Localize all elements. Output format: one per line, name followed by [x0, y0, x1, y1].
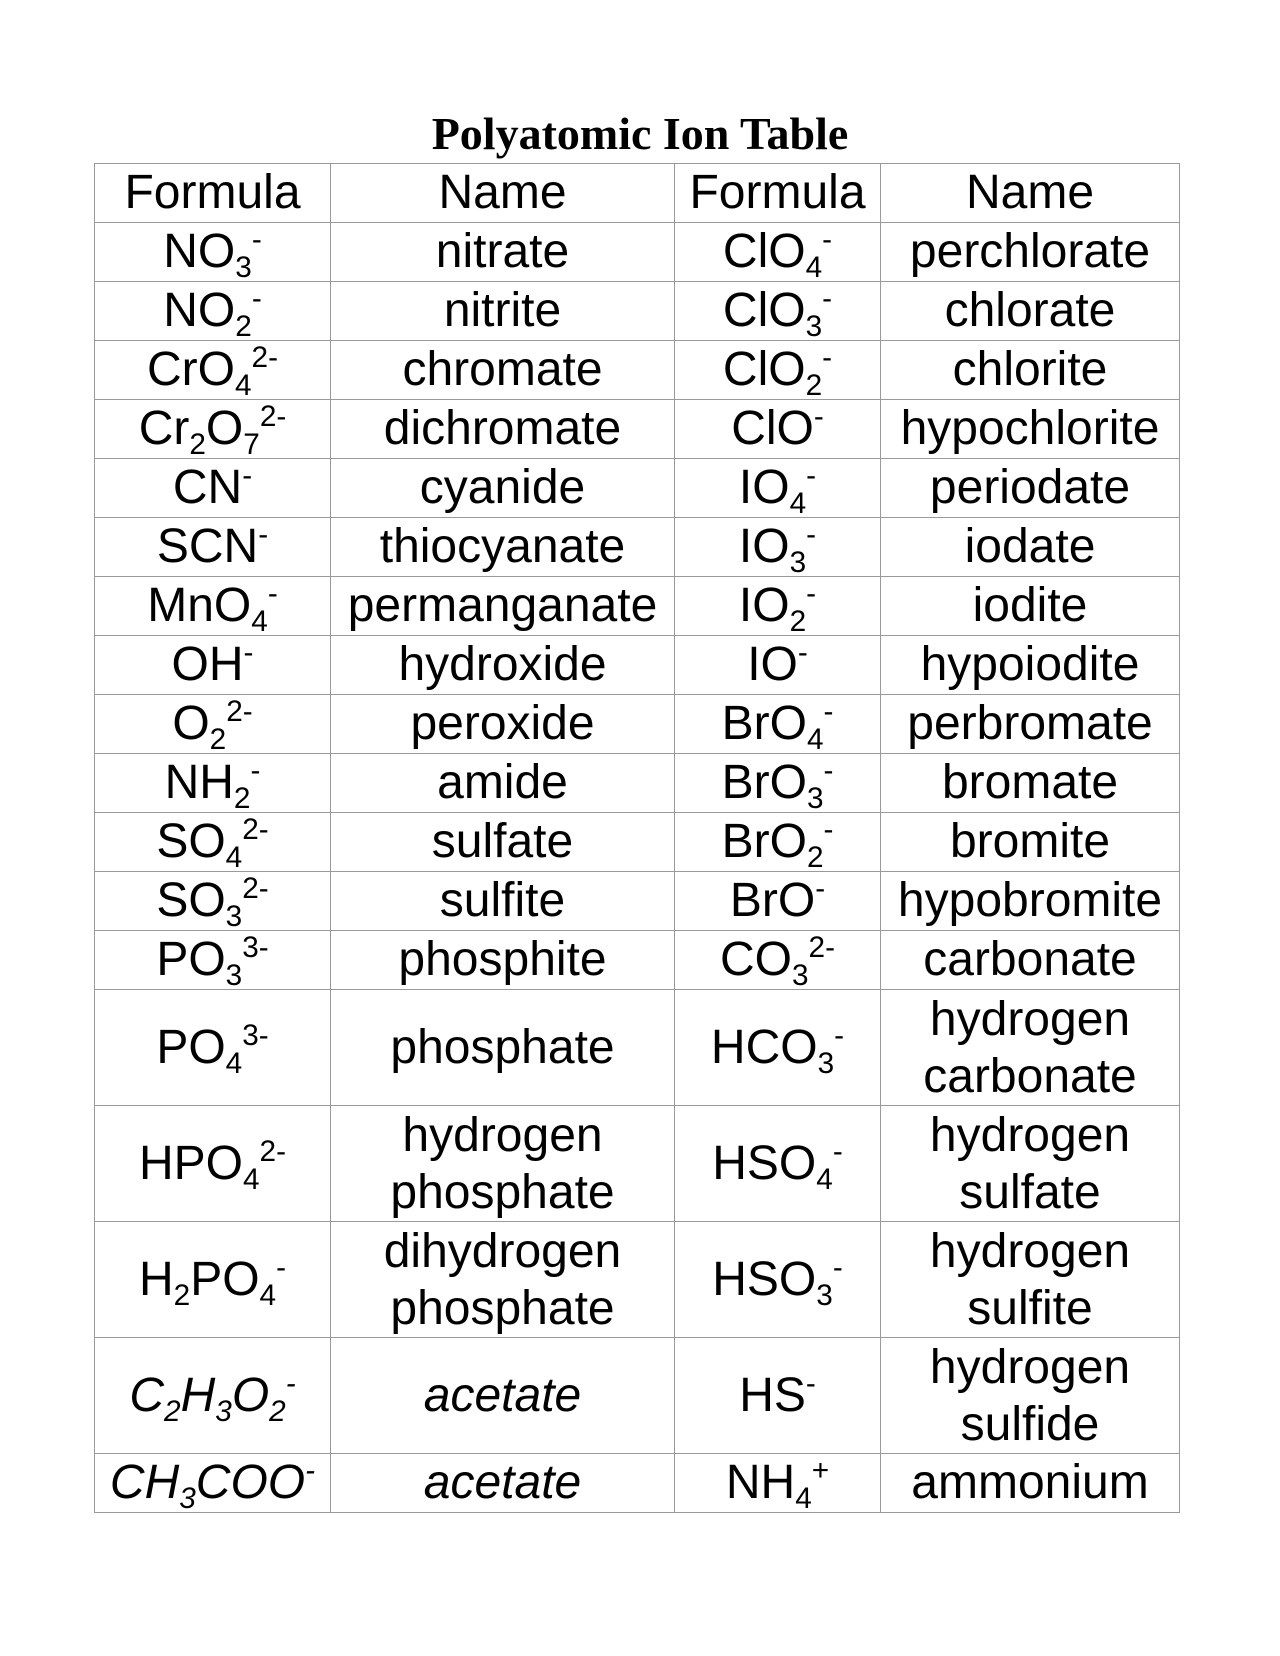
name-cell	[881, 1454, 1180, 1513]
formula-text: HS	[739, 1369, 806, 1422]
formula-charge: +	[811, 1453, 830, 1487]
formula-cell	[675, 400, 881, 459]
formula-text: MnO	[147, 579, 252, 632]
name-cell	[881, 872, 1180, 931]
formula-text: ClO	[731, 402, 814, 455]
ion-name: bromate	[941, 756, 1119, 809]
ion-name: sulfate	[959, 1165, 1101, 1219]
ion-name: perbromate	[907, 697, 1153, 750]
ion-formula	[156, 871, 269, 931]
formula-text: SO	[156, 815, 226, 868]
formula-charge: -	[806, 576, 817, 610]
formula-charge: 2-	[808, 930, 835, 964]
ion-name: thiocyanate	[379, 520, 626, 573]
ion-formula	[722, 222, 833, 282]
formula-charge: -	[797, 635, 808, 669]
ion-formula	[156, 930, 269, 990]
ion-name: amide	[437, 756, 568, 809]
formula-cell	[675, 990, 881, 1106]
name-cell	[881, 223, 1180, 282]
formula-charge: -	[823, 694, 834, 728]
formula-subscript: 2	[164, 1394, 181, 1428]
formula-subscript: 2	[806, 840, 824, 872]
ion-name: periodate	[929, 461, 1131, 514]
formula-subscript: 3	[235, 250, 252, 282]
polyatomic-ion-table	[94, 163, 1180, 1513]
formula-cell	[95, 931, 331, 990]
ion-formula	[164, 753, 261, 813]
formula-subscript: 4	[795, 1481, 812, 1513]
table-row	[95, 754, 1180, 813]
table-row	[95, 813, 1180, 872]
formula-cell	[675, 931, 881, 990]
ion-formula	[720, 930, 835, 990]
formula-charge: -	[815, 871, 826, 905]
formula-charge: -	[250, 753, 261, 787]
formula-text: NO	[163, 225, 236, 278]
formula-text: NH	[164, 756, 234, 809]
ion-formula	[747, 635, 808, 691]
formula-cell	[95, 518, 331, 577]
header-formula-left: Formula	[95, 164, 331, 223]
ion-formula	[722, 281, 833, 341]
formula-charge: 3-	[242, 930, 269, 964]
formula-cell	[675, 636, 881, 695]
formula-charge: -	[823, 812, 834, 846]
name-cell	[881, 1106, 1180, 1222]
formula-cell	[675, 518, 881, 577]
formula-charge: -	[822, 281, 833, 315]
formula-charge: -	[243, 635, 254, 669]
formula-subscript: 4	[243, 1162, 260, 1196]
formula-text: SCN	[156, 520, 259, 573]
formula-subscript: 3	[805, 309, 823, 341]
formula-text: NO	[163, 284, 236, 337]
ion-name: hypobromite	[897, 874, 1163, 927]
ion-formula	[156, 812, 269, 872]
ion-name: perchlorate	[909, 225, 1151, 278]
formula-cell	[95, 1106, 331, 1222]
formula-charge: -	[806, 517, 817, 551]
name-cell	[881, 931, 1180, 990]
formula-charge: -	[251, 281, 262, 315]
formula-cell	[95, 341, 331, 400]
formula-text: H	[138, 1253, 174, 1306]
ion-name: chlorite	[952, 343, 1108, 396]
formula-subscript: 3	[816, 1278, 833, 1312]
name-cell	[881, 282, 1180, 341]
name-cell	[331, 813, 675, 872]
ion-name: hypoiodite	[920, 638, 1140, 691]
formula-charge: 3-	[242, 1018, 269, 1052]
formula-cell	[675, 577, 881, 636]
formula-cell	[675, 695, 881, 754]
ion-name: sulfate	[431, 815, 574, 868]
formula-charge: 2-	[259, 1134, 286, 1168]
formula-text: IO	[738, 520, 790, 573]
formula-cell	[95, 1222, 331, 1338]
name-cell	[881, 695, 1180, 754]
name-cell	[331, 459, 675, 518]
formula-cell	[95, 459, 331, 518]
formula-text: SO	[156, 874, 226, 927]
formula-text: COO	[195, 1456, 306, 1509]
formula-cell	[675, 1338, 881, 1454]
ion-name: sulfide	[960, 1397, 1100, 1451]
formula-charge: -	[285, 1366, 296, 1400]
table-row	[95, 400, 1180, 459]
formula-charge: -	[822, 340, 833, 374]
name-cell	[331, 931, 675, 990]
ion-name: phosphate	[390, 1021, 615, 1074]
header-row	[95, 164, 1180, 223]
formula-cell	[675, 1222, 881, 1338]
ion-formula	[138, 1134, 286, 1196]
formula-subscript: 7	[243, 427, 260, 459]
ion-name: peroxide	[410, 697, 595, 750]
ion-name: hydrogen	[402, 1108, 603, 1162]
formula-charge: -	[267, 576, 278, 610]
name-cell	[331, 400, 675, 459]
formula-text: BrO	[721, 756, 807, 809]
formula-charge: -	[805, 1366, 816, 1400]
formula-cell	[675, 341, 881, 400]
ion-formula	[739, 1367, 816, 1424]
formula-cell	[675, 459, 881, 518]
formula-subscript: 4	[259, 1278, 277, 1312]
page-title: Polyatomic Ion Table	[431, 108, 849, 159]
formula-cell	[95, 1454, 331, 1513]
formula-subscript: 2	[269, 1394, 286, 1428]
formula-charge: 2-	[259, 399, 287, 433]
ion-formula	[156, 517, 269, 573]
ion-formula	[738, 517, 817, 577]
name-cell	[331, 990, 675, 1106]
formula-text: ClO	[722, 343, 806, 396]
ion-formula	[725, 1453, 830, 1513]
formula-cell	[95, 1338, 331, 1454]
ion-name: hydroxide	[398, 638, 607, 691]
formula-cell	[95, 636, 331, 695]
name-cell	[331, 695, 675, 754]
table-row	[95, 223, 1180, 282]
ion-formula	[172, 694, 253, 754]
ion-name: phosphate	[390, 1165, 615, 1219]
name-cell	[331, 1222, 675, 1338]
ion-name: bromite	[949, 815, 1111, 868]
formula-text: Cr	[138, 402, 190, 455]
formula-cell	[95, 577, 331, 636]
formula-cell	[95, 223, 331, 282]
formula-text: BrO	[729, 874, 816, 927]
name-cell	[331, 1454, 675, 1513]
ion-name: acetate	[423, 1369, 582, 1422]
name-cell	[331, 341, 675, 400]
ion-formula	[147, 340, 278, 400]
formula-charge: -	[834, 1018, 845, 1052]
formula-cell	[675, 754, 881, 813]
ion-name: nitrate	[435, 225, 570, 278]
ion-formula	[738, 458, 817, 518]
header-formula-right: Formula	[675, 164, 881, 223]
formula-text: O	[205, 402, 244, 455]
ion-name: hydrogen	[929, 992, 1131, 1046]
formula-cell	[95, 872, 331, 931]
ion-name: chlorate	[944, 284, 1116, 337]
name-cell	[331, 872, 675, 931]
name-cell	[881, 518, 1180, 577]
formula-subscript: 3	[225, 899, 243, 931]
ion-formula	[731, 399, 824, 455]
formula-text: PO	[156, 1021, 226, 1074]
formula-text: NH	[725, 1456, 796, 1509]
formula-cell	[95, 695, 331, 754]
formula-subscript: 3	[789, 545, 807, 577]
ion-formula	[722, 340, 833, 400]
ion-name: chromate	[402, 343, 603, 396]
ion-name: iodate	[964, 520, 1096, 573]
formula-charge: -	[806, 458, 817, 492]
table-row	[95, 577, 1180, 636]
formula-cell	[95, 754, 331, 813]
table-row	[95, 282, 1180, 341]
ion-formula	[171, 635, 254, 691]
ion-name: sulfite	[967, 1281, 1093, 1335]
ion-formula	[721, 812, 834, 872]
ion-name: sulfite	[439, 874, 566, 927]
formula-text: H	[180, 1369, 216, 1422]
formula-text: ClO	[722, 225, 806, 278]
table-row	[95, 1222, 1180, 1338]
table-row	[95, 1454, 1180, 1513]
ion-formula	[163, 222, 262, 282]
ion-name: hydrogen	[929, 1224, 1131, 1278]
ion-formula	[738, 576, 817, 636]
formula-charge: -	[813, 399, 824, 433]
ion-name: acetate	[423, 1456, 582, 1509]
formula-text: PO	[156, 933, 226, 986]
formula-subscript: 4	[789, 486, 807, 518]
formula-subscript: 3	[225, 958, 243, 990]
formula-text: HCO	[710, 1021, 818, 1074]
table-row	[95, 636, 1180, 695]
formula-subscript: 2	[209, 722, 227, 754]
header-name-left: Name	[331, 164, 675, 223]
formula-cell	[675, 872, 881, 931]
formula-subscript: 2	[173, 1278, 191, 1312]
table-row	[95, 518, 1180, 577]
formula-text: O	[231, 1369, 270, 1422]
formula-subscript: 2	[789, 604, 807, 636]
formula-text: BrO	[721, 697, 807, 750]
name-cell	[331, 518, 675, 577]
formula-text: CO	[720, 933, 792, 986]
formula-cell	[675, 813, 881, 872]
name-cell	[881, 754, 1180, 813]
formula-text: O	[172, 697, 210, 750]
name-cell	[331, 282, 675, 341]
formula-text: HSO	[712, 1253, 817, 1306]
formula-charge: -	[242, 458, 253, 492]
table-row	[95, 931, 1180, 990]
formula-charge: -	[251, 222, 262, 256]
formula-charge: 2-	[251, 340, 278, 374]
table-row	[95, 872, 1180, 931]
formula-cell	[675, 282, 881, 341]
formula-subscript: 4	[816, 1162, 833, 1196]
formula-cell	[95, 400, 331, 459]
name-cell	[331, 636, 675, 695]
formula-text: CrO	[147, 343, 235, 396]
formula-subscript: 4	[234, 368, 252, 400]
formula-subscript: 2	[233, 781, 251, 813]
formula-text: C	[129, 1369, 165, 1422]
formula-subscript: 4	[251, 604, 268, 636]
ion-formula	[710, 1018, 845, 1080]
formula-charge: -	[258, 517, 269, 551]
ion-formula	[163, 281, 262, 341]
name-cell	[881, 813, 1180, 872]
formula-text: PO	[190, 1253, 260, 1306]
formula-subscript: 4	[225, 840, 243, 872]
formula-cell	[95, 990, 331, 1106]
table-row	[95, 459, 1180, 518]
formula-text: HSO	[712, 1137, 817, 1190]
ion-formula	[729, 871, 826, 927]
header-name-right: Name	[881, 164, 1180, 223]
formula-text: BrO	[721, 815, 807, 868]
ion-name: carbonate	[923, 933, 1137, 986]
formula-text: OH	[171, 638, 244, 691]
formula-text: CH	[109, 1456, 180, 1509]
ion-rows	[95, 223, 1180, 1513]
formula-subscript: 4	[806, 722, 824, 754]
formula-charge: 2-	[242, 871, 269, 905]
formula-charge: -	[823, 753, 834, 787]
name-cell	[331, 1106, 675, 1222]
ion-formula	[138, 1250, 287, 1312]
formula-subscript: 2	[235, 309, 252, 341]
formula-subscript: 3	[792, 958, 809, 990]
name-cell	[881, 459, 1180, 518]
formula-cell	[95, 813, 331, 872]
ion-name: nitrite	[443, 284, 562, 337]
name-cell	[881, 1222, 1180, 1338]
ion-name: phosphate	[390, 1281, 615, 1335]
formula-charge: 2-	[242, 812, 269, 846]
formula-cell	[675, 223, 881, 282]
ion-name: permanganate	[347, 579, 658, 632]
name-cell	[331, 754, 675, 813]
formula-subscript: 2	[189, 427, 206, 459]
formula-subscript: 3	[215, 1394, 232, 1428]
table-row	[95, 341, 1180, 400]
name-cell	[881, 1338, 1180, 1454]
name-cell	[331, 223, 675, 282]
ion-formula	[172, 458, 253, 514]
formula-subscript: 3	[817, 1046, 835, 1080]
formula-text: IO	[738, 579, 790, 632]
formula-charge: -	[305, 1453, 316, 1487]
formula-charge: -	[832, 1134, 843, 1168]
ion-formula	[721, 694, 834, 754]
table-row	[95, 990, 1180, 1106]
ion-formula	[138, 399, 287, 459]
name-cell	[881, 400, 1180, 459]
formula-text: HPO	[138, 1137, 243, 1190]
ion-name: iodite	[972, 579, 1088, 632]
ion-name: phosphite	[398, 933, 607, 986]
formula-subscript: 4	[225, 1046, 243, 1080]
formula-charge: -	[832, 1250, 843, 1284]
name-cell	[881, 636, 1180, 695]
formula-cell	[675, 1454, 881, 1513]
name-cell	[881, 990, 1180, 1106]
ion-formula	[712, 1134, 843, 1196]
formula-cell	[95, 282, 331, 341]
formula-subscript: 3	[806, 781, 824, 813]
ion-name: ammonium	[911, 1456, 1149, 1509]
formula-text: IO	[738, 461, 790, 514]
name-cell	[881, 577, 1180, 636]
name-cell	[331, 1338, 675, 1454]
ion-name: hydrogen	[929, 1108, 1131, 1162]
table-row	[95, 1338, 1180, 1454]
name-cell	[331, 577, 675, 636]
formula-charge: -	[276, 1250, 287, 1284]
ion-name: dichromate	[383, 402, 622, 455]
name-cell	[881, 341, 1180, 400]
ion-formula	[147, 576, 278, 636]
ion-name: cyanide	[419, 461, 586, 514]
ion-name: hydrogen	[929, 1340, 1131, 1394]
formula-text: IO	[747, 638, 798, 691]
formula-subscript: 2	[805, 368, 823, 400]
ion-formula	[721, 753, 834, 813]
formula-charge: 2-	[226, 694, 253, 728]
table-row	[95, 695, 1180, 754]
formula-text: ClO	[722, 284, 806, 337]
ion-formula	[129, 1366, 296, 1428]
ion-name: carbonate	[923, 1049, 1137, 1103]
formula-cell	[675, 1106, 881, 1222]
ion-name: dihydrogen	[383, 1224, 622, 1278]
formula-charge: -	[822, 222, 833, 256]
ion-formula	[109, 1453, 316, 1513]
formula-subscript: 4	[805, 250, 823, 282]
formula-text: CN	[172, 461, 243, 514]
formula-subscript: 3	[179, 1481, 196, 1513]
ion-formula	[156, 1018, 269, 1080]
table-row	[95, 1106, 1180, 1222]
ion-name: hypochlorite	[900, 402, 1160, 455]
ion-formula	[712, 1250, 843, 1312]
